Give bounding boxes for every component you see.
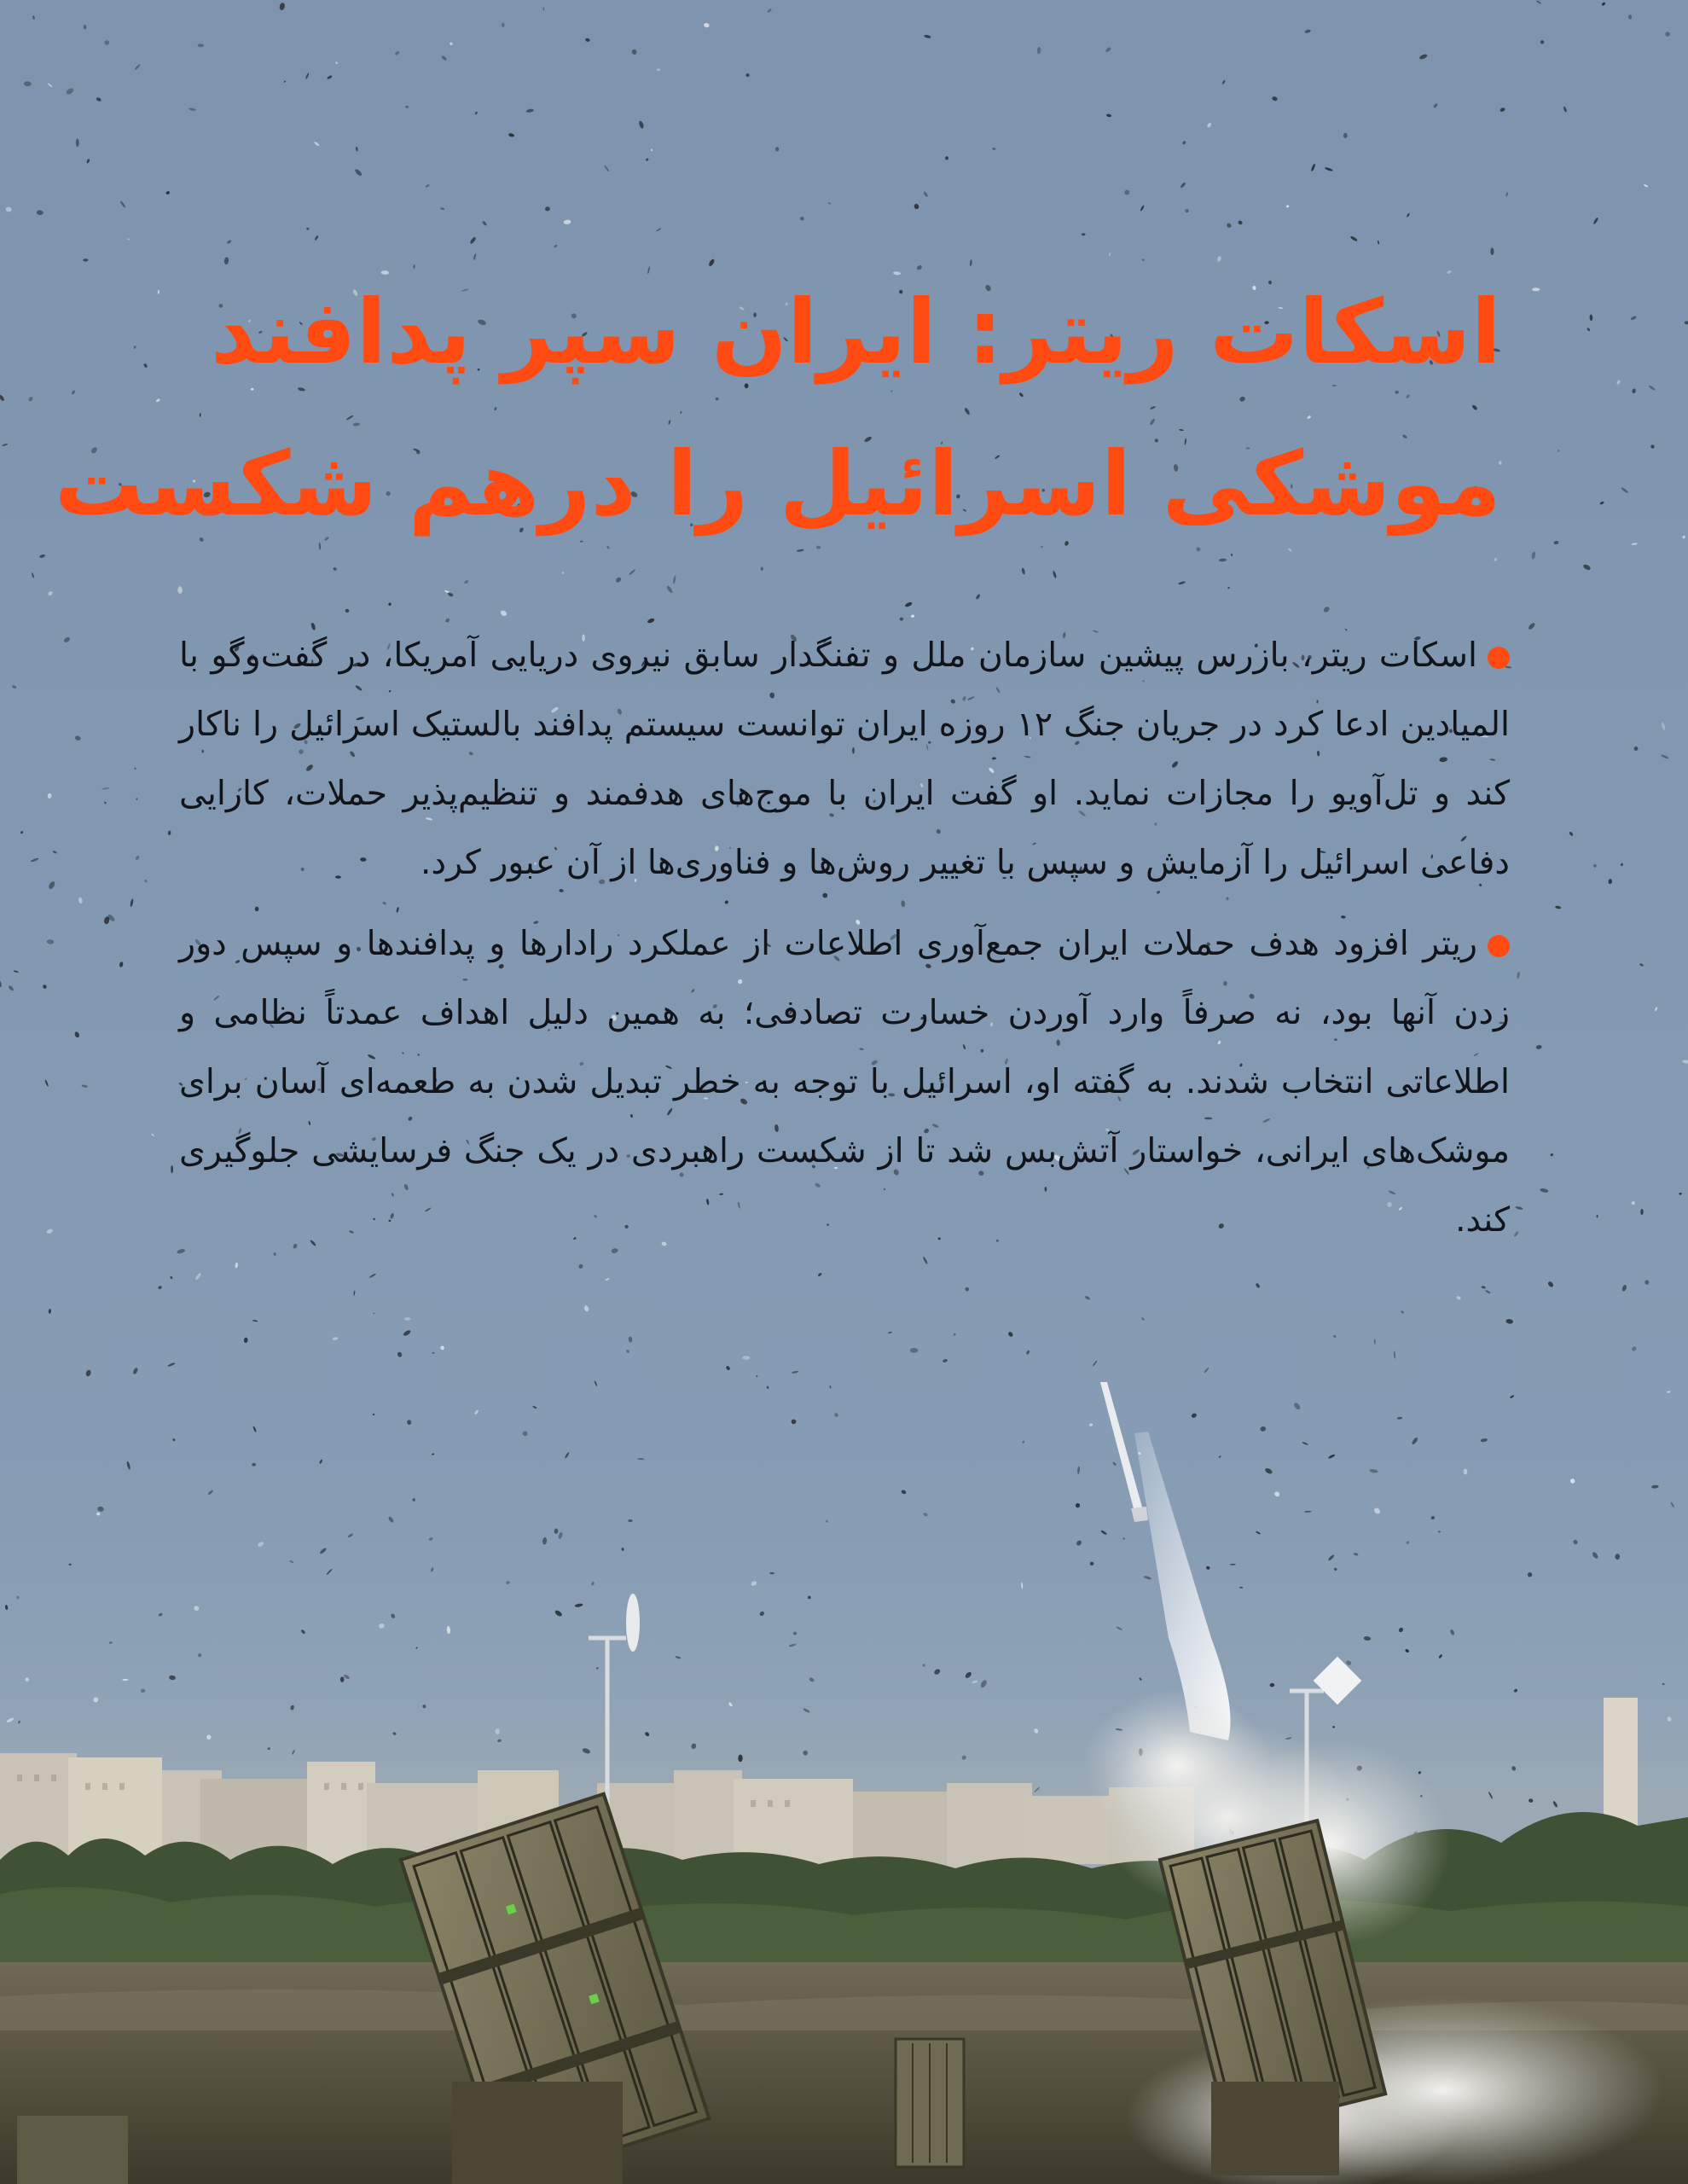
speckle xyxy=(76,138,79,147)
speckle xyxy=(71,390,76,395)
speckle xyxy=(306,228,309,230)
speckle xyxy=(1140,1317,1145,1321)
speckle xyxy=(542,7,544,10)
paragraph-2 xyxy=(179,909,1510,1255)
speckle xyxy=(704,22,711,27)
speckle xyxy=(482,220,488,226)
speckle xyxy=(279,3,286,11)
speckle xyxy=(1333,1334,1337,1339)
speckle xyxy=(756,1375,758,1378)
speckle xyxy=(1661,754,1669,759)
speckle xyxy=(1123,189,1130,196)
speckle xyxy=(508,133,515,138)
speckle xyxy=(194,1272,201,1281)
speckle xyxy=(1238,220,1244,225)
speckle xyxy=(1325,166,1333,171)
speckle xyxy=(800,217,805,221)
speckle xyxy=(353,1290,356,1295)
speckle xyxy=(1679,1193,1682,1195)
speckle xyxy=(1310,163,1315,171)
missile-defense-photo xyxy=(0,1382,1688,2184)
speckle xyxy=(425,183,430,188)
bullet-icon xyxy=(1488,647,1510,669)
speckle xyxy=(666,585,674,594)
speckle xyxy=(1021,567,1025,575)
speckle xyxy=(1394,1350,1395,1359)
speckle xyxy=(474,111,478,115)
speckle xyxy=(910,1348,919,1353)
paragraph-2-text: ریتر افزود هدف حملات ایران جمع‌آوری اطلاعات از عملکرد رادارها و پدافندها و سپس دور زدن آنها بود، نه صرفاً وارد آوردن خسارت تصادفی؛ به همین دلیل اهداف عمدتاً نظامی و اطلاعاتی انتخاب شدند. به گفته او، اسرائیل با توجه به خطر تبدیل شدن به طعمه‌ای آسان برای موشک‌های ایرانی، خواستار آتش‌بس شد تا از شکست راهبردی در یک جنگ فرسایشی جلوگیری کند. xyxy=(179,924,1510,1240)
speckle xyxy=(8,985,15,991)
speckle xyxy=(1226,223,1232,229)
speckle xyxy=(403,1329,412,1337)
speckle xyxy=(1505,192,1509,197)
speckle xyxy=(1517,972,1521,979)
speckle xyxy=(1007,1331,1014,1338)
speckle xyxy=(742,1356,750,1360)
speckle xyxy=(397,1351,403,1358)
speckle xyxy=(500,609,508,617)
speckle xyxy=(604,165,610,171)
speckle xyxy=(914,203,919,210)
paragraph-1 xyxy=(179,621,1510,897)
speckle xyxy=(924,34,931,38)
speckle xyxy=(1304,29,1311,34)
speckle xyxy=(1515,1206,1523,1211)
speckle xyxy=(333,566,338,571)
speckle xyxy=(1227,587,1230,590)
speckle xyxy=(44,1079,49,1087)
speckle xyxy=(335,61,339,65)
speckle xyxy=(63,636,71,644)
speckle xyxy=(1407,212,1410,217)
speckle xyxy=(1592,863,1597,868)
speckle xyxy=(1640,1209,1643,1215)
speckle xyxy=(904,601,913,608)
speckle xyxy=(81,1084,88,1088)
speckle xyxy=(356,147,359,152)
speckle xyxy=(464,579,469,584)
speckle xyxy=(469,236,477,245)
speckle xyxy=(177,586,183,594)
speckle xyxy=(1569,831,1574,836)
speckle xyxy=(1557,450,1559,452)
speckle xyxy=(368,1273,376,1278)
speckle xyxy=(1140,205,1145,212)
speckle xyxy=(39,554,45,558)
speckle xyxy=(656,68,660,71)
speckle xyxy=(1255,1282,1260,1288)
speckle xyxy=(672,575,676,584)
speckle xyxy=(1456,1295,1462,1300)
speckle xyxy=(1206,122,1212,128)
speckle xyxy=(605,1278,610,1281)
speckle xyxy=(563,219,571,224)
speckle xyxy=(943,1358,948,1362)
speckle xyxy=(1643,183,1648,188)
speckle xyxy=(1563,106,1567,113)
speckle xyxy=(1378,241,1380,245)
speckle xyxy=(65,87,74,96)
speckle xyxy=(615,577,622,584)
headline-line-1: اسکات ریتر: ایران سپر پدافند xyxy=(210,280,1501,384)
speckle xyxy=(133,346,136,349)
speckle xyxy=(1037,47,1041,55)
speckle xyxy=(638,120,644,129)
speckle xyxy=(243,1337,247,1343)
speckle xyxy=(545,206,550,212)
speckle xyxy=(5,206,12,212)
speckle xyxy=(1505,1319,1513,1325)
speckle xyxy=(32,15,35,20)
speckle xyxy=(965,1287,970,1292)
speckle xyxy=(526,108,535,113)
speckle xyxy=(20,831,23,834)
speckle xyxy=(1630,316,1637,321)
speckle xyxy=(12,685,17,689)
speckle xyxy=(86,159,90,164)
speckle xyxy=(792,1370,798,1374)
speckle xyxy=(52,851,57,855)
speckle xyxy=(354,168,363,177)
speckle xyxy=(32,572,35,578)
speckle xyxy=(1433,103,1438,108)
speckle xyxy=(1631,1200,1636,1205)
speckle xyxy=(283,80,286,83)
speckle xyxy=(954,1333,956,1336)
speckle xyxy=(767,8,772,13)
speckle xyxy=(1528,622,1536,630)
speckle xyxy=(1485,1289,1491,1294)
speckle xyxy=(1182,141,1186,146)
speckle xyxy=(1374,1339,1376,1345)
speckle xyxy=(1661,722,1666,730)
speckle xyxy=(158,1285,163,1290)
speckle xyxy=(1535,1045,1541,1050)
speckle xyxy=(975,594,981,601)
speckle xyxy=(910,614,914,619)
speckle xyxy=(1631,543,1638,546)
speckle xyxy=(134,767,136,770)
speckle xyxy=(432,1352,434,1354)
speckle xyxy=(37,210,44,215)
speckle xyxy=(0,394,5,402)
speckle xyxy=(888,1331,892,1333)
speckle xyxy=(1536,0,1542,4)
speckle xyxy=(631,49,636,55)
speckle xyxy=(1631,1345,1638,1351)
paragraph-1-text: اسکات ریتر، بازرس پیشین سازمان ملل و تفنگدار سابق نیروی دریایی آمریکا، در گفت‌وگو با المیادین ادعا کرد در جریان جنگ ۱۲ روزه ایران توانست سیستم پدافند بالستیک اسرائیل را ناکار کند و تل‌آویو را مجازات نماید. او گفت ایران با موج‌های هدفمند و تنظیم‌پذیر حملات، کارایی دفاعی اسرائیل را آزمایش و سپس با تغییر روش‌ها و فناوری‌ها از آن عبور کرد. xyxy=(179,636,1510,882)
speckle xyxy=(1639,963,1644,967)
speckle xyxy=(1648,385,1656,391)
speckle xyxy=(1540,39,1545,44)
speckle xyxy=(13,970,19,973)
speckle xyxy=(1490,247,1494,255)
speckle xyxy=(1599,501,1604,505)
speckle xyxy=(1481,1286,1486,1289)
speckle xyxy=(226,240,231,245)
speckle xyxy=(30,857,38,863)
speckle xyxy=(645,158,649,162)
speckle xyxy=(761,566,763,570)
speckle xyxy=(1628,15,1632,20)
speckle xyxy=(74,1031,80,1038)
speckle xyxy=(625,1349,629,1353)
speckle xyxy=(923,191,928,198)
speckle xyxy=(135,855,141,861)
speckle xyxy=(1349,235,1358,242)
speckle xyxy=(1592,217,1598,224)
speckle xyxy=(327,75,333,80)
speckle xyxy=(85,1369,92,1377)
speckle xyxy=(1685,321,1688,324)
speckle xyxy=(47,793,52,799)
speckle xyxy=(2,443,8,446)
headline xyxy=(54,256,1501,560)
speckle xyxy=(167,1362,176,1368)
speckle xyxy=(827,202,831,205)
speckle xyxy=(24,81,32,86)
speckle xyxy=(46,1228,54,1234)
speckle xyxy=(1654,1007,1657,1012)
speckle xyxy=(168,830,171,835)
speckle xyxy=(745,73,750,77)
speckle xyxy=(439,1345,444,1351)
speckle xyxy=(48,880,56,890)
speckle xyxy=(96,96,102,102)
missile-launcher-icon xyxy=(896,2039,964,2167)
speckle xyxy=(1665,32,1670,37)
speckle xyxy=(104,40,109,45)
speckle xyxy=(119,200,126,208)
speckle xyxy=(656,228,662,232)
speckle xyxy=(1026,1350,1030,1355)
speckle xyxy=(1682,1060,1688,1064)
speckle xyxy=(775,147,779,151)
speckle xyxy=(1053,571,1058,578)
speckle xyxy=(27,396,33,402)
speckle xyxy=(1221,79,1226,84)
speckle xyxy=(1596,1215,1598,1218)
speckle xyxy=(1401,1310,1405,1314)
speckle xyxy=(74,735,81,741)
speckle xyxy=(1178,581,1186,585)
speckle xyxy=(314,235,318,241)
speckle xyxy=(158,290,160,294)
speckle xyxy=(102,787,110,790)
speckle xyxy=(1682,535,1685,539)
speckle xyxy=(83,258,88,262)
speckle xyxy=(1620,863,1623,866)
speckle xyxy=(252,1320,258,1322)
speckle xyxy=(155,398,160,404)
speckle xyxy=(49,1309,52,1314)
speckle xyxy=(1644,1280,1650,1285)
speckle xyxy=(78,897,83,903)
speckle xyxy=(992,148,995,150)
speckle xyxy=(1180,182,1186,189)
speckle xyxy=(1343,133,1348,138)
speckle xyxy=(1092,1360,1098,1367)
speckle xyxy=(1106,113,1112,118)
speckle xyxy=(944,156,948,160)
speckle xyxy=(1632,388,1636,394)
speckle xyxy=(583,1304,589,1312)
speckle xyxy=(1418,53,1428,60)
speckle xyxy=(119,961,123,967)
headline-line-2: موشکی اسرائیل را درهم شکست xyxy=(54,432,1501,536)
speckle xyxy=(1582,563,1592,571)
speckle xyxy=(440,207,445,210)
speckle xyxy=(1531,551,1536,560)
speckle xyxy=(1633,746,1639,752)
speckle xyxy=(585,38,590,42)
speckle xyxy=(1621,1284,1627,1292)
speckle xyxy=(1272,96,1279,102)
speckle xyxy=(450,42,453,45)
speckle xyxy=(134,64,141,71)
speckle xyxy=(1499,107,1505,112)
speckle xyxy=(561,572,564,574)
speckle xyxy=(441,55,447,61)
speckle xyxy=(817,1272,822,1276)
speckle xyxy=(132,1367,139,1374)
speckle xyxy=(651,148,653,151)
speckle xyxy=(394,50,400,56)
speckle xyxy=(1286,205,1290,208)
speckle xyxy=(1553,541,1559,545)
speckle xyxy=(47,83,53,88)
speckle xyxy=(502,23,504,27)
speckle xyxy=(1650,444,1655,449)
speckle xyxy=(1204,1367,1209,1373)
speckle xyxy=(554,244,558,247)
speckle xyxy=(373,1312,374,1314)
speckle xyxy=(405,106,409,108)
speckle xyxy=(0,980,2,987)
speckle xyxy=(42,985,47,990)
speckle xyxy=(1621,486,1629,493)
speckle xyxy=(345,608,350,613)
speckle xyxy=(1513,1231,1519,1238)
speckle xyxy=(47,590,53,596)
speckle xyxy=(170,1275,173,1279)
speckle xyxy=(1540,1188,1549,1194)
speckle xyxy=(628,1336,632,1343)
speckle xyxy=(1586,328,1591,332)
speckle xyxy=(305,73,310,79)
speckle xyxy=(333,1337,339,1340)
speckle xyxy=(1555,905,1562,909)
speckle xyxy=(136,798,138,800)
speckle xyxy=(1105,46,1111,53)
speckle xyxy=(198,44,205,47)
speckle xyxy=(144,879,148,883)
speckle xyxy=(1589,314,1592,321)
speckle xyxy=(1082,233,1086,235)
speckle xyxy=(127,238,131,241)
speckle xyxy=(47,939,55,944)
speckle xyxy=(171,1165,173,1173)
speckle xyxy=(1323,606,1331,613)
speckle xyxy=(388,602,392,607)
speckle xyxy=(83,25,86,30)
speckle xyxy=(104,801,107,804)
speckle xyxy=(1532,288,1540,291)
speckle xyxy=(314,141,320,146)
speckle xyxy=(1550,1153,1554,1157)
speckle xyxy=(189,107,196,112)
speckle xyxy=(404,1317,411,1321)
speckle xyxy=(1084,1295,1090,1300)
bullet-icon xyxy=(1488,935,1510,957)
speckle xyxy=(130,898,134,907)
speckle xyxy=(151,1133,154,1136)
speckle xyxy=(725,1365,730,1371)
speckle xyxy=(1547,1281,1554,1288)
speckle xyxy=(1185,209,1189,213)
speckle xyxy=(1616,380,1621,385)
speckle xyxy=(1608,879,1612,884)
article-body xyxy=(179,621,1510,1267)
speckle xyxy=(165,190,170,195)
speckle xyxy=(143,363,148,368)
speckle xyxy=(1601,2,1605,6)
speckle xyxy=(629,569,636,576)
